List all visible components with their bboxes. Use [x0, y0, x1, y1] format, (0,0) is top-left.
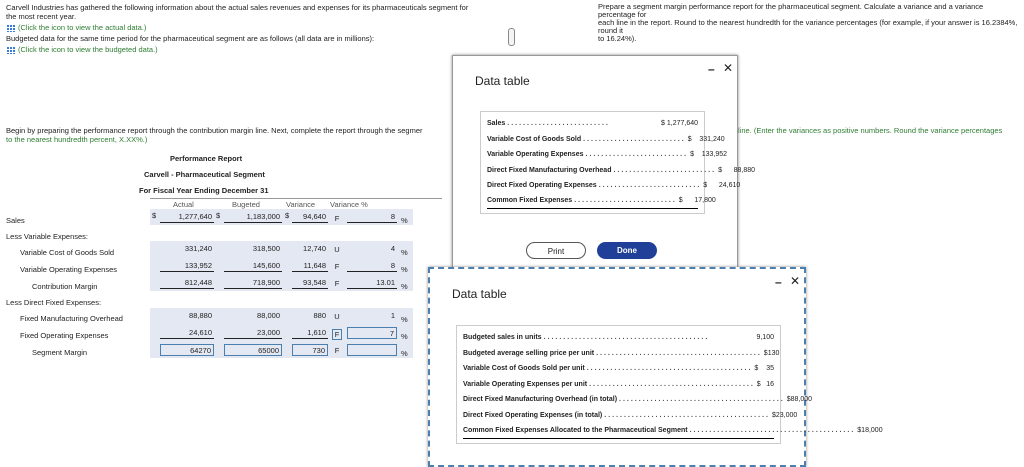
close-icon[interactable]: ✕ — [790, 274, 801, 288]
actual-data-modal — [452, 55, 756, 270]
data-row: Variable Cost of Goods Sold .......................... $ 331,240 — [487, 135, 725, 143]
opex-actual-input[interactable]: 133,952 — [160, 260, 214, 272]
sales-variance-input[interactable]: 94,640 — [292, 211, 328, 223]
row-label-cm: Contribution Margin — [32, 282, 98, 291]
sm-pct-input[interactable] — [347, 344, 397, 356]
instructions-line: each line in the report. Round to the nearest hundredth for the variance percentages (for example, if your answer is 16.2384%, round it — [598, 18, 1018, 35]
dollar-sign: $ — [285, 211, 290, 220]
data-label: Direct Fixed Manufacturing Overhead — [487, 166, 612, 174]
data-value: 130 — [767, 349, 780, 357]
data-label: Sales — [487, 120, 506, 128]
instructions-line: to 16.24%). — [598, 34, 637, 43]
fmo-fu-select[interactable]: U — [334, 312, 340, 321]
dollar-sign: $ — [771, 411, 776, 419]
fopex-fu-select[interactable]: F — [332, 329, 342, 340]
budget-data-modal — [428, 267, 883, 467]
data-value: $ 24,610 — [703, 182, 741, 190]
cogs-actual-input[interactable]: 331,240 — [184, 244, 212, 253]
sales-fu-select[interactable]: F — [334, 214, 340, 223]
data-row: Direct Fixed Operating Expenses .......................... $ 24,610 — [487, 182, 741, 190]
sm-fu-select[interactable]: F — [334, 346, 340, 355]
data-value: 35 — [766, 365, 774, 373]
data-value: $ 17,800 — [678, 197, 716, 205]
instructions-line: Prepare a segment margin performance report for the pharmaceutical segment. Calculate a variance and a variance percentage for — [598, 2, 984, 19]
data-label: Budgeted sales in units — [463, 334, 542, 342]
sm-actual-input[interactable]: 64270 — [160, 344, 214, 356]
data-row: Variable Operating Expenses per unit .......................................... $ 16 — [463, 380, 774, 388]
header-actual: Actual — [173, 200, 194, 209]
dollar-sign: $ — [216, 211, 221, 220]
begin-text-right: line. (Enter the variances as positive numbers. Round the variance percentages — [738, 126, 1003, 135]
report-subtitle: Carvell - Pharmaceutical Segment — [144, 170, 265, 179]
data-value: 23,000 — [775, 411, 798, 419]
sm-budget-input[interactable]: 65000 — [224, 344, 282, 356]
begin-text: Begin by preparing the performance report through the contribution margin line. Next, complete the report through the segmer — [6, 126, 423, 135]
sales-actual-input[interactable]: 1,277,640 — [160, 211, 214, 223]
sales-pct-input[interactable]: 8 — [347, 211, 397, 223]
fopex-actual-input[interactable]: 24,610 — [160, 327, 214, 339]
report-period: For Fiscal Year Ending December 31 — [139, 186, 269, 195]
data-label: Direct Fixed Operating Expenses — [487, 182, 597, 190]
data-row: Direct Fixed Operating Expenses (in total) .......................................... $ 23,000 — [463, 411, 798, 419]
pct-sign: % — [401, 216, 408, 225]
row-label-sm: Segment Margin — [32, 348, 88, 357]
done-button[interactable]: Done — [597, 242, 657, 259]
fmo-budget-input[interactable]: 88,000 — [257, 311, 280, 320]
data-row: Sales .......................... $ 1,277,640 — [487, 120, 698, 128]
dollar-sign: $ — [754, 365, 759, 373]
data-value: 18,000 — [861, 426, 883, 434]
cogs-variance-input[interactable]: 12,740 — [303, 244, 326, 253]
instructions — [598, 3, 1018, 43]
data-value: $ 331,240 — [687, 135, 725, 143]
data-value: $ 133,952 — [690, 151, 728, 159]
opex-budget-input[interactable]: 145,600 — [224, 260, 282, 272]
performance-report — [0, 0, 450, 463]
data-label: Variable Cost of Goods Sold per unit — [463, 365, 585, 373]
data-row: Direct Fixed Manufacturing Overhead (in total) .......................................... $ 88,000 — [463, 396, 813, 404]
panel-divider-handle[interactable] — [508, 28, 515, 46]
actual-link-text[interactable]: (Click the icon to view the actual data.) — [18, 23, 147, 32]
data-value: 16 — [766, 380, 774, 388]
cm-pct-input[interactable]: 13.01 — [347, 277, 397, 289]
minimize-icon[interactable]: – — [775, 275, 782, 289]
fmo-actual-input[interactable]: 88,880 — [189, 311, 212, 320]
minimize-icon[interactable]: – — [708, 62, 715, 76]
data-label: Variable Operating Expenses — [487, 151, 584, 159]
cogs-budget-input[interactable]: 318,500 — [252, 244, 280, 253]
intro-text: Carvell Industries has gathered the following information about the actual sales revenues and expenses for its pharmaceuticals segment for — [6, 3, 469, 12]
data-row: Direct Fixed Manufacturing Overhead .......................... $ 88,880 — [487, 166, 756, 174]
intro-text-2: the most recent year. — [6, 12, 77, 21]
dollar-sign: $ — [857, 426, 862, 434]
cm-budget-input[interactable]: 718,900 — [224, 277, 282, 289]
sm-variance-input[interactable]: 730 — [292, 344, 328, 356]
cm-actual-input[interactable]: 812,448 — [160, 277, 214, 289]
fmo-pct-input[interactable]: 1 — [390, 311, 395, 320]
header-variance: Variance — [286, 200, 316, 209]
cogs-pct-input[interactable]: 4 — [390, 244, 395, 253]
pct-sign: % — [401, 332, 408, 341]
cogs-fu-select[interactable]: U — [334, 245, 340, 254]
pct-sign: % — [401, 349, 408, 358]
header-budgeted: Bugeted — [232, 200, 260, 209]
data-label: Direct Fixed Operating Expenses (in total) — [463, 411, 603, 419]
section-fixed: Less Direct Fixed Expenses: — [6, 298, 102, 307]
budget-text: Budgeted data for the same time period for the pharmaceutical segment are as follows (all data are in millions): — [6, 34, 375, 44]
opex-fu-select[interactable]: F — [334, 262, 340, 271]
modal-title: Data table — [475, 74, 530, 88]
data-value: $ 88,880 — [718, 166, 756, 174]
row-label-sales: Sales — [6, 216, 25, 225]
data-value: $ 1,277,640 — [661, 120, 698, 128]
report-title: Performance Report — [170, 154, 243, 163]
opex-pct-input[interactable]: 8 — [347, 260, 397, 272]
dollar-sign: $ — [756, 380, 761, 388]
dollar-sign: $ — [763, 349, 768, 357]
sales-budget-input[interactable]: 1,183,000 — [224, 211, 282, 223]
fopex-budget-input[interactable]: 23,000 — [224, 327, 282, 339]
data-row: Budgeted average selling price per unit .......................................... $ 130 — [463, 349, 780, 357]
data-row: Common Fixed Expenses .......................... $ 17,800 — [487, 194, 698, 210]
data-value: 9,100 — [756, 334, 774, 342]
modal-title: Data table — [452, 287, 507, 301]
row-label-fopex: Fixed Operating Expenses — [20, 331, 109, 340]
budget-link-text[interactable]: (Click the icon to view the budgeted data.) — [18, 45, 158, 55]
data-label: Budgeted average selling price per unit — [463, 349, 595, 357]
row-label-opex: Variable Operating Expenses — [20, 265, 118, 274]
data-row: Common Fixed Expenses Allocated to the Pharmaceutical Segment .......................................... $ 18,000 — [463, 423, 774, 439]
opex-variance-input[interactable]: 11,648 — [292, 260, 328, 272]
row-label-cogs: Variable Cost of Goods Sold — [20, 248, 115, 257]
header-variance-pct: Variance % — [330, 200, 368, 209]
print-button[interactable]: Print — [526, 242, 586, 259]
data-row: Variable Operating Expenses .......................... $ 133,952 — [487, 151, 728, 159]
close-icon[interactable]: ✕ — [723, 61, 734, 75]
data-label: Common Fixed Expenses — [487, 197, 573, 205]
fopex-pct-input[interactable]: 7 — [347, 327, 397, 339]
data-label: Variable Cost of Goods Sold — [487, 135, 582, 143]
data-row: Budgeted sales in units .......................................... 9,100 — [463, 334, 774, 342]
pct-sign: % — [401, 265, 408, 274]
data-label: Common Fixed Expenses Allocated to the Pharmaceutical Segment — [463, 426, 688, 434]
data-row: Variable Cost of Goods Sold per unit .......................................... $ 35 — [463, 365, 774, 373]
pct-sign: % — [401, 282, 408, 291]
fmo-variance-input[interactable]: 880 — [313, 311, 326, 320]
cm-variance-input[interactable]: 93,548 — [292, 277, 328, 289]
data-label: Variable Operating Expenses per unit — [463, 380, 588, 388]
pct-sign: % — [401, 248, 408, 257]
dollar-sign: $ — [786, 396, 791, 404]
data-label: Direct Fixed Manufacturing Overhead (in total) — [463, 396, 618, 404]
fopex-variance-input[interactable]: 1,610 — [292, 327, 328, 339]
section-variable: Less Variable Expenses: — [6, 232, 88, 241]
data-value: 88,000 — [790, 396, 813, 404]
row-label-fmo: Fixed Manufacturing Overhead — [20, 314, 123, 323]
budget-data-table — [456, 325, 883, 444]
begin-text-2: to the nearest hundredth percent, X.XX%.) — [6, 135, 148, 144]
actual-data-table — [480, 111, 756, 214]
dollar-sign: $ — [152, 211, 157, 220]
pct-sign: % — [401, 315, 408, 324]
cm-fu-select[interactable]: F — [334, 279, 340, 288]
